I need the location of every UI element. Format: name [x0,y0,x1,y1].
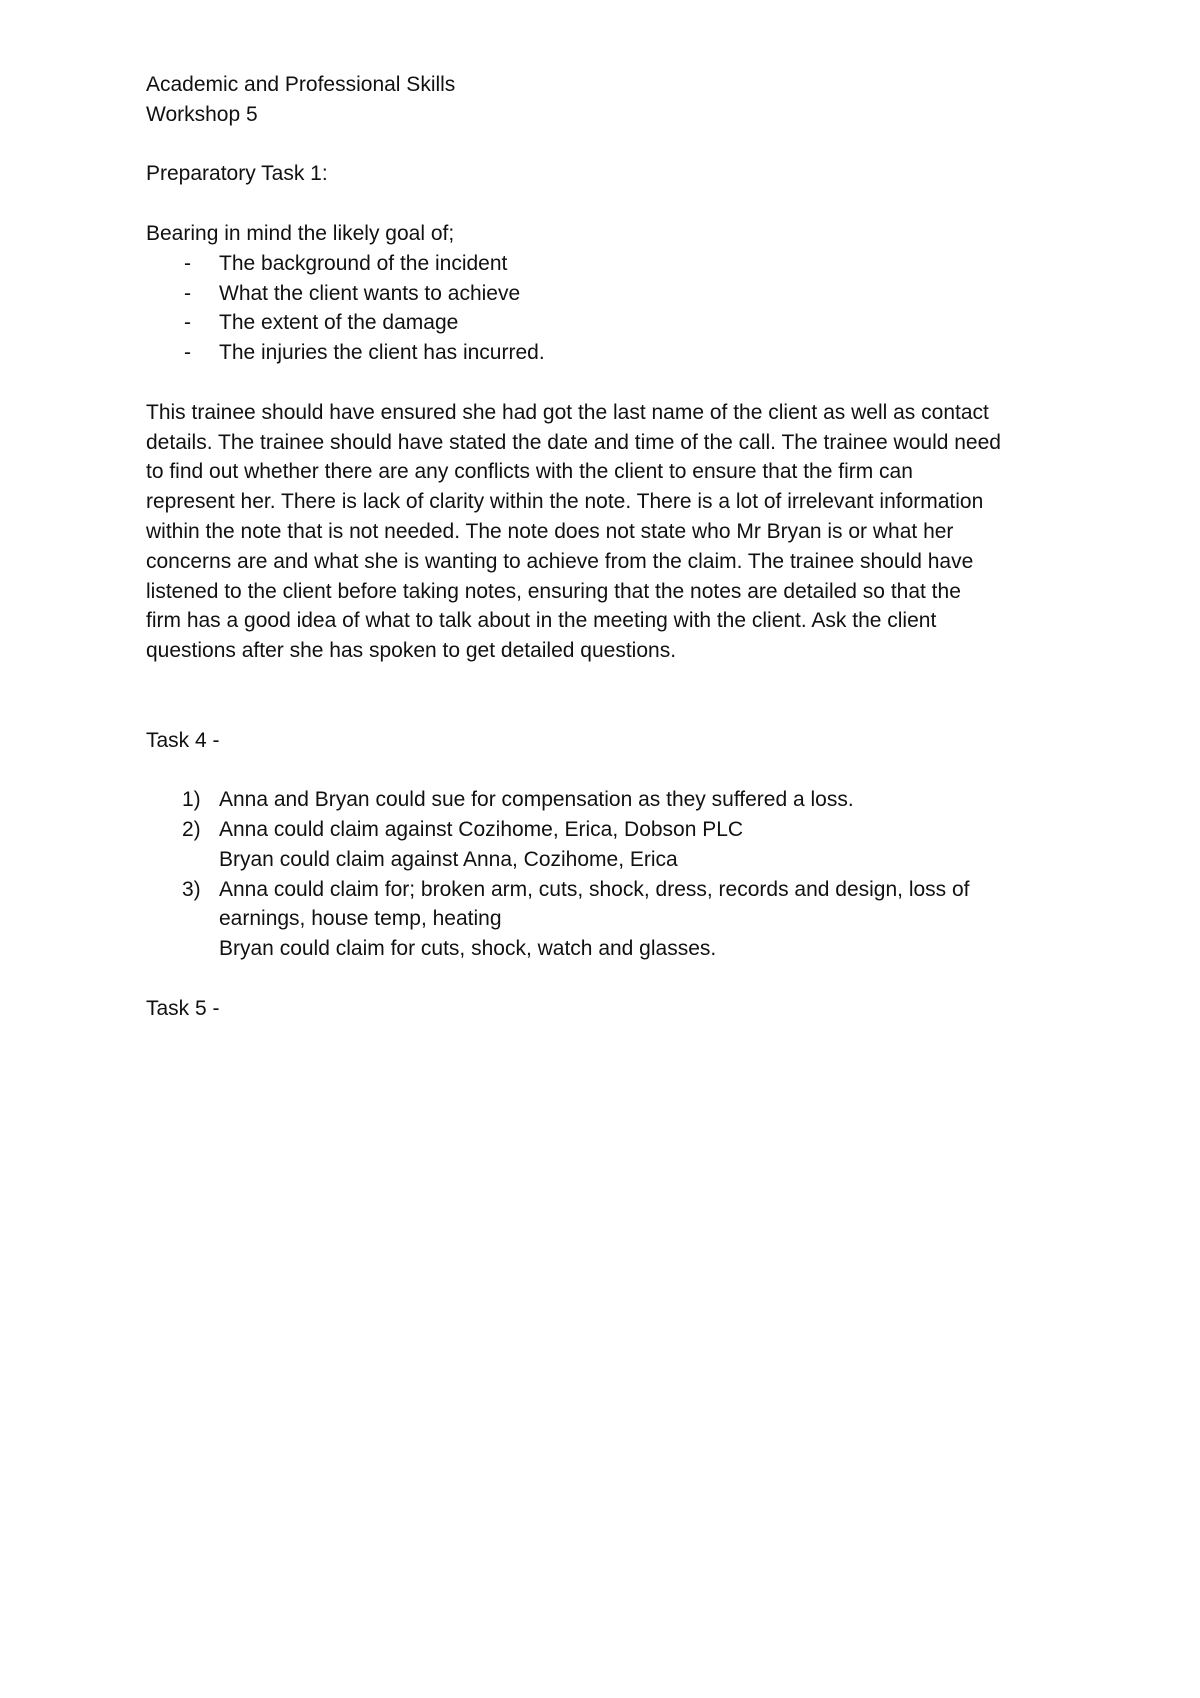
task4-list-item [146,875,1076,964]
task4-item-line: earnings, house temp, heating [219,907,502,931]
document-page [146,70,1076,1024]
goal-list-item [146,338,1076,368]
list-number: 1) [182,788,201,812]
paragraph-line: to find out whether there are any conflicts with the client to ensure that the firm can [146,460,913,484]
task4-list-item [146,815,1076,875]
bullet-dash: - [184,281,191,305]
paragraph-line: concerns are and what she is wanting to achieve from the claim. The trainee should have [146,549,974,573]
paragraph-line: within the note that is not needed. The note does not state who Mr Bryan is or what her [146,519,954,543]
prep-task-intro: Bearing in mind the likely goal of; [146,221,455,245]
goal-text: The extent of the damage [219,311,459,335]
paragraph-line: represent her. There is lack of clarity within the note. There is a lot of irrelevant information [146,490,984,514]
paragraph-line: firm has a good idea of what to talk about in the meeting with the client. Ask the client [146,609,937,633]
spacer [146,368,1076,398]
task4-item-line: Anna and Bryan could sue for compensation as they suffered a loss. [219,788,854,812]
task4-list [146,785,1076,964]
list-number: 3) [182,877,201,901]
bullet-dash: - [184,311,191,335]
paragraph-line: details. The trainee should have stated the date and time of the call. The trainee would need [146,430,1001,454]
paragraph-line: This trainee should have ensured she had got the last name of the client as well as contact [146,400,989,424]
paragraph-line: questions after she has spoken to get detailed questions. [146,639,677,663]
goal-list [146,249,1076,368]
task4-item-line: Anna could claim against Cozihome, Erica, Dobson PLC [219,817,744,841]
prep-task-heading: Preparatory Task 1: [146,162,328,186]
list-number: 2) [182,817,201,841]
workshop-title: Workshop 5 [146,102,258,126]
goal-list-item [146,249,1076,279]
task4-item-line: Bryan could claim for cuts, shock, watch and glasses. [219,937,717,961]
spacer [146,130,1076,160]
goal-list-item [146,279,1076,309]
bullet-dash: - [184,251,191,275]
goal-text: The injuries the client has incurred. [219,341,545,365]
task5-heading: Task 5 - [146,996,220,1020]
spacer [146,189,1076,219]
task4-heading: Task 4 - [146,728,220,752]
course-title: Academic and Professional Skills [146,73,456,96]
goal-text: The background of the incident [219,251,508,275]
task4-item-line: Anna could claim for; broken arm, cuts, shock, dress, records and design, loss of [219,877,970,901]
spacer [146,666,1076,726]
spacer [146,755,1076,785]
bullet-dash: - [184,341,191,365]
task4-item-line: Bryan could claim against Anna, Cozihome, Erica [219,847,678,871]
prep-task-paragraph [146,398,1076,666]
task4-list-item [146,785,1076,815]
goal-text: What the client wants to achieve [219,281,521,305]
paragraph-line: listened to the client before taking notes, ensuring that the notes are detailed so that the [146,579,961,603]
goal-list-item [146,308,1076,338]
spacer [146,964,1076,994]
